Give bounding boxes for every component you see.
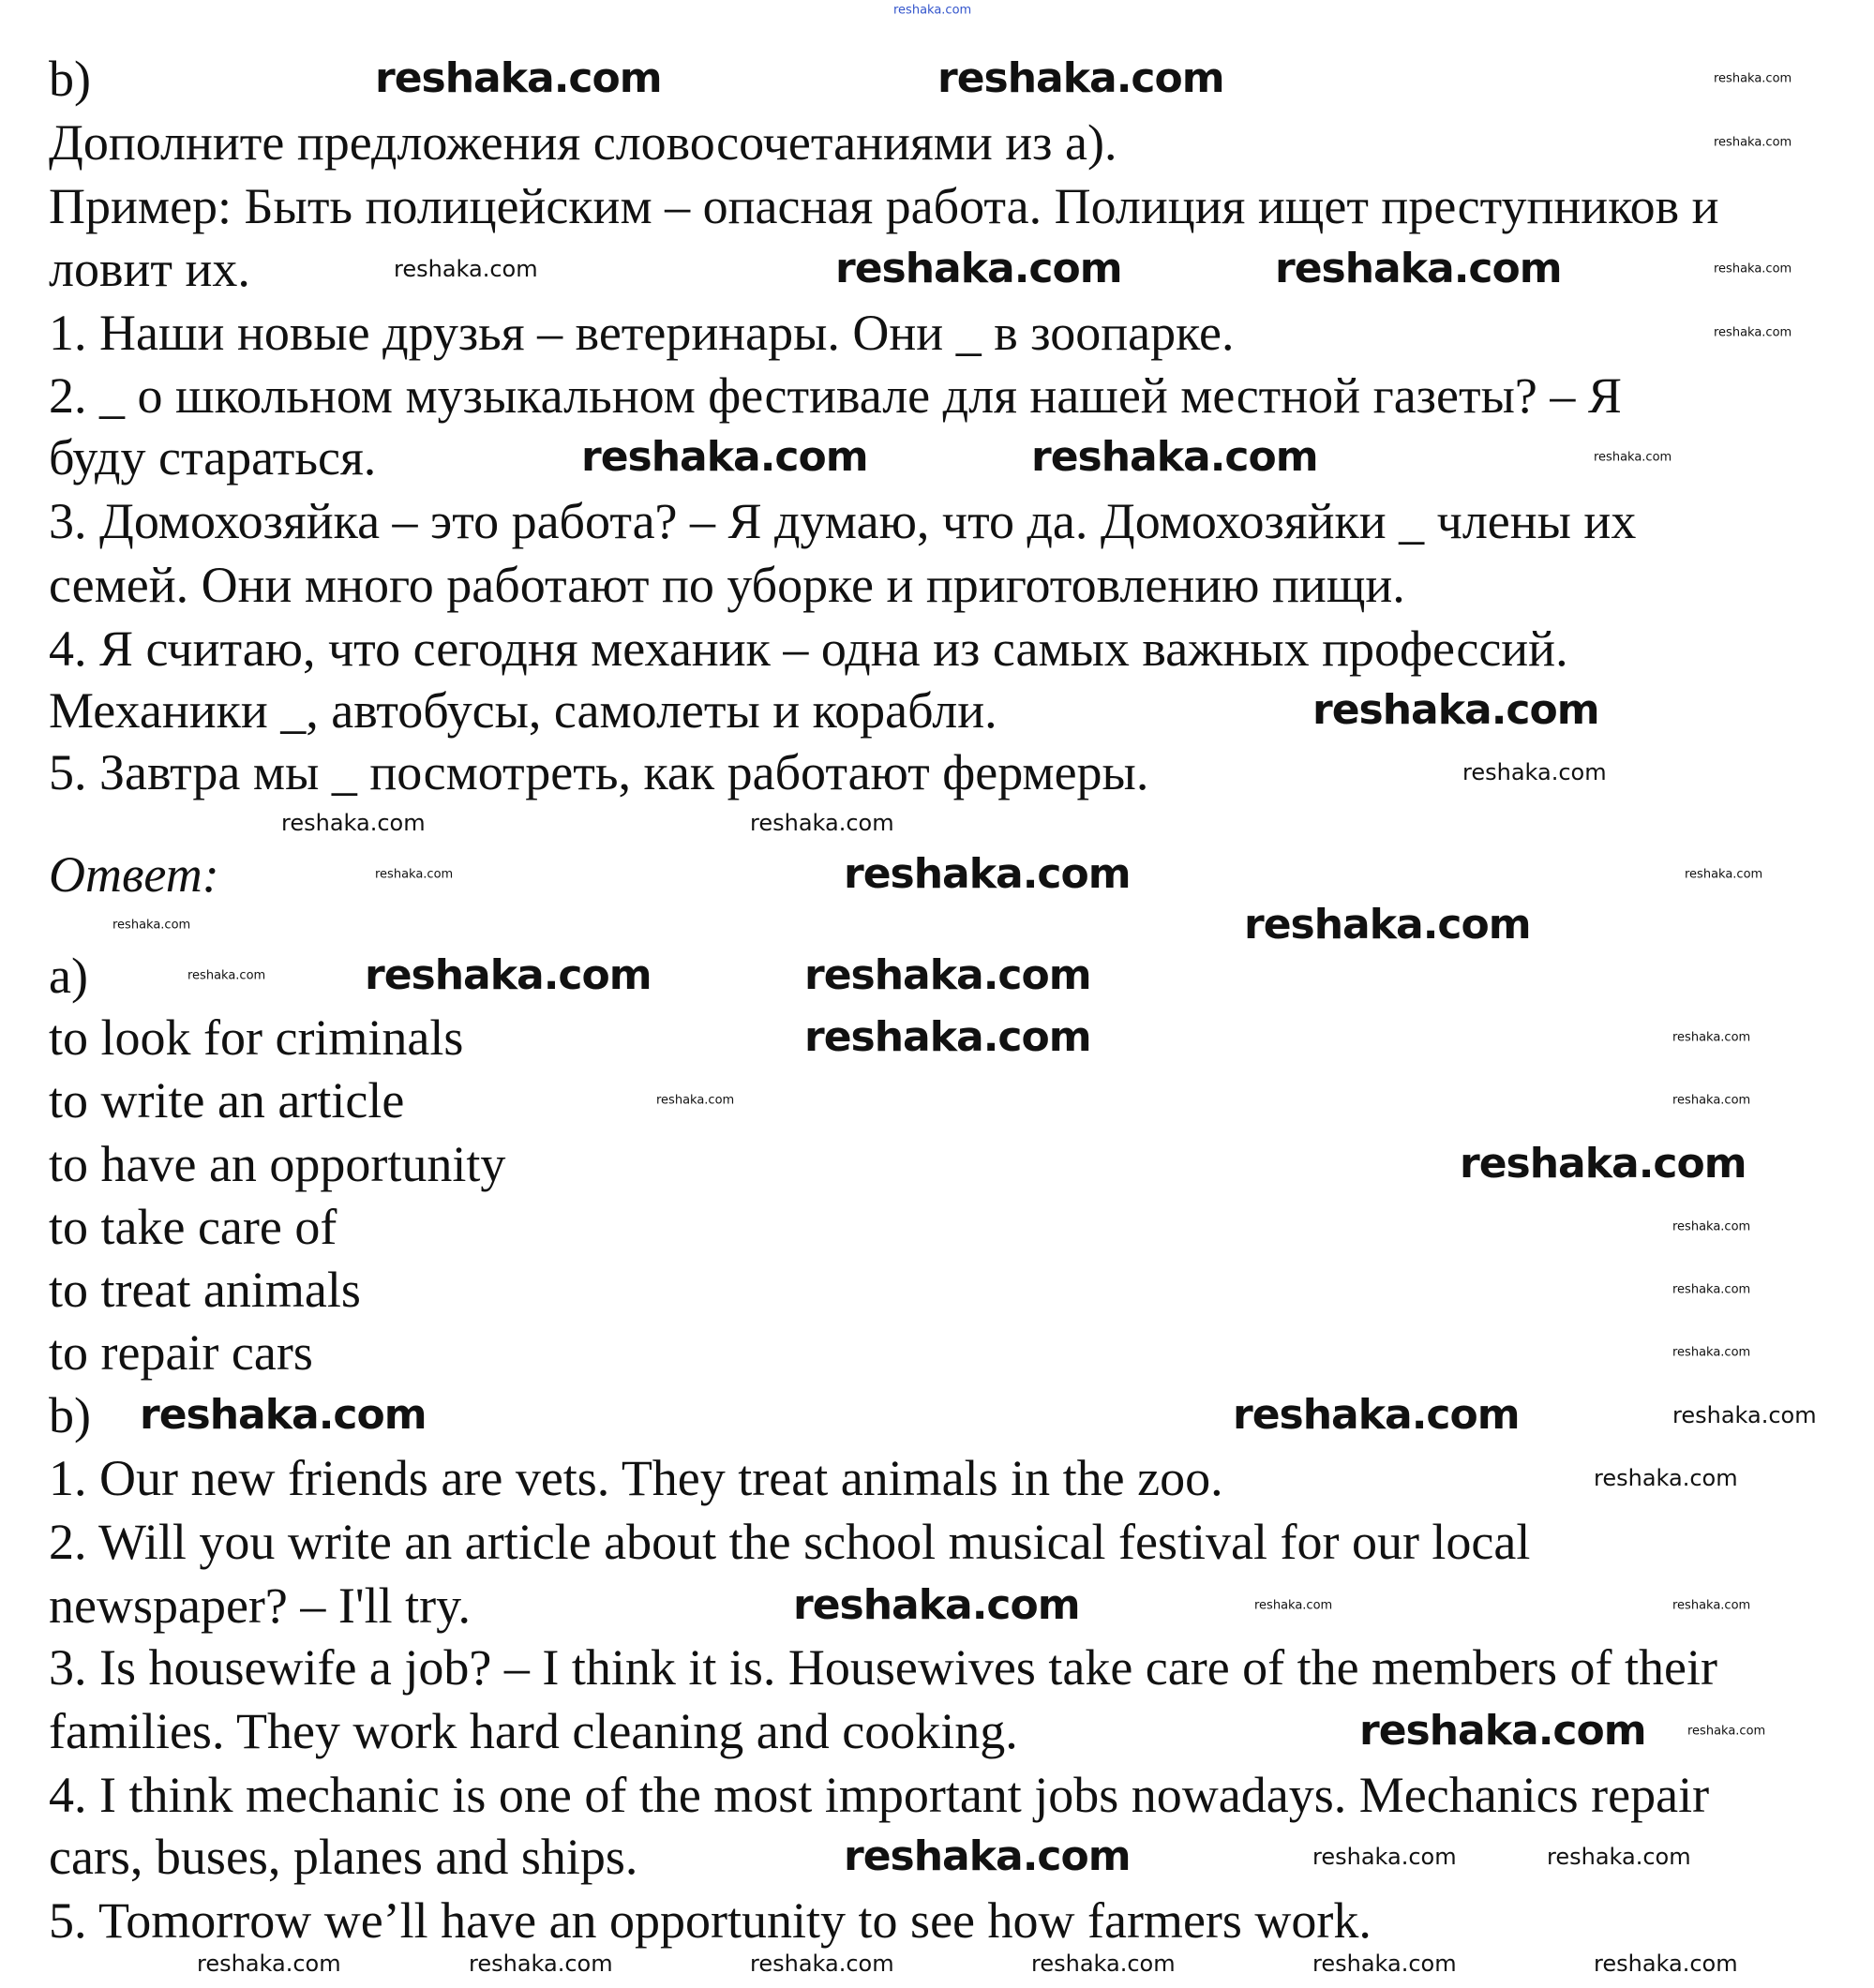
answer-a-item: to write an article — [49, 1072, 405, 1129]
watermark: reshaka.com — [1312, 1951, 1457, 1977]
answer-a-item: to take care of — [49, 1199, 337, 1255]
watermark: reshaka.com — [375, 867, 454, 882]
watermark: reshaka.com — [1244, 901, 1531, 949]
task-item: 1. Наши новые друзья – ветеринары. Они _ в зоопарке. — [49, 305, 1235, 361]
watermark: reshaka.com — [656, 1093, 735, 1108]
watermark: reshaka.com — [750, 810, 894, 836]
watermark: reshaka.com — [844, 1832, 1131, 1880]
answer-b-item: 5. Tomorrow we’ll have an opportunity to see how farmers work. — [49, 1892, 1372, 1949]
watermark: reshaka.com — [1714, 135, 1792, 150]
watermark: reshaka.com — [375, 54, 662, 102]
example-line: ловит их. — [49, 241, 250, 297]
answer-a-item: to repair cars — [49, 1324, 313, 1381]
watermark: reshaka.com — [1687, 1724, 1766, 1739]
watermark: reshaka.com — [844, 850, 1131, 898]
watermark: reshaka.com — [394, 256, 538, 282]
task-item: 2. _ о школьном музыкальном фестивале для нашей местной газеты? – Я — [49, 367, 1622, 424]
answer-heading: Ответ: — [49, 846, 219, 903]
watermark: reshaka.com — [1672, 1598, 1751, 1613]
watermark: reshaka.com — [581, 433, 868, 481]
watermark: reshaka.com — [1031, 433, 1318, 481]
watermark: reshaka.com — [1714, 325, 1792, 340]
watermark: reshaka.com — [804, 1013, 1091, 1061]
answer-a-item: to look for criminals — [49, 1009, 464, 1066]
watermark: reshaka.com — [1594, 450, 1672, 465]
watermark: reshaka.com — [112, 918, 191, 933]
watermark: reshaka.com — [1672, 1402, 1817, 1428]
watermark: reshaka.com — [793, 1581, 1080, 1629]
watermark: reshaka.com — [1672, 1345, 1751, 1360]
watermark: reshaka.com — [469, 1951, 613, 1977]
watermark: reshaka.com — [197, 1951, 341, 1977]
watermark: reshaka.com — [187, 968, 266, 983]
watermark: reshaka.com — [893, 3, 972, 18]
watermark: reshaka.com — [281, 810, 426, 836]
task-item: семей. Они много работают по уборке и приготовлению пищи. — [49, 557, 1405, 613]
answer-b-item: families. They work hard cleaning and cooking. — [49, 1703, 1018, 1759]
watermark: reshaka.com — [1685, 867, 1763, 882]
answer-b-item: 1. Our new friends are vets. They treat animals in the zoo. — [49, 1450, 1223, 1506]
task-b-label: b) — [49, 51, 91, 107]
watermark: reshaka.com — [1462, 759, 1607, 785]
watermark: reshaka.com — [1547, 1844, 1691, 1870]
watermark: reshaka.com — [1359, 1707, 1646, 1755]
task-item: буду стараться. — [49, 429, 377, 486]
watermark: reshaka.com — [804, 951, 1091, 999]
example-line: Пример: Быть полицейским – опасная работа. Полиция ищет преступников и — [49, 178, 1719, 234]
answer-b-item: 2. Will you write an article about the school musical festival for our local — [49, 1514, 1531, 1570]
watermark: reshaka.com — [1031, 1951, 1176, 1977]
watermark: reshaka.com — [1594, 1951, 1738, 1977]
answer-b-item: 3. Is housewife a job? – I think it is. Housewives take care of the members of their — [49, 1639, 1717, 1696]
watermark: reshaka.com — [1233, 1391, 1520, 1439]
answer-a-label: a) — [49, 948, 88, 1004]
task-instruction: Дополните предложения словосочетаниями из a). — [49, 114, 1117, 171]
watermark: reshaka.com — [835, 245, 1122, 292]
watermark: reshaka.com — [1672, 1219, 1751, 1234]
answer-b-item: 4. I think mechanic is one of the most important jobs nowadays. Mechanics repair — [49, 1767, 1710, 1823]
watermark: reshaka.com — [1714, 262, 1792, 277]
watermark: reshaka.com — [140, 1391, 427, 1439]
watermark: reshaka.com — [1312, 1844, 1457, 1870]
watermark: reshaka.com — [365, 951, 652, 999]
watermark: reshaka.com — [1672, 1093, 1751, 1108]
watermark: reshaka.com — [1672, 1282, 1751, 1297]
task-item: 4. Я считаю, что сегодня механик – одна из самых важных профессий. — [49, 620, 1568, 677]
answer-b-item: cars, buses, planes and ships. — [49, 1829, 638, 1885]
task-item: 5. Завтра мы _ посмотреть, как работают фермеры. — [49, 744, 1149, 800]
watermark: reshaka.com — [1254, 1598, 1333, 1613]
task-item: Механики _, автобусы, самолеты и корабли. — [49, 682, 997, 739]
task-item: 3. Домохозяйка – это работа? – Я думаю, что да. Домохозяйки _ члены их — [49, 493, 1637, 549]
answer-a-item: to treat animals — [49, 1262, 361, 1318]
watermark: reshaka.com — [1714, 71, 1792, 86]
answer-a-item: to have an opportunity — [49, 1136, 506, 1192]
watermark: reshaka.com — [1594, 1465, 1738, 1491]
watermark: reshaka.com — [937, 54, 1224, 102]
watermark: reshaka.com — [1312, 686, 1599, 734]
answer-b-item: newspaper? – I'll try. — [49, 1577, 472, 1634]
watermark: reshaka.com — [1460, 1140, 1747, 1188]
watermark: reshaka.com — [750, 1951, 894, 1977]
watermark: reshaka.com — [1275, 245, 1562, 292]
answer-b-label: b) — [49, 1387, 91, 1443]
watermark: reshaka.com — [1672, 1030, 1751, 1045]
